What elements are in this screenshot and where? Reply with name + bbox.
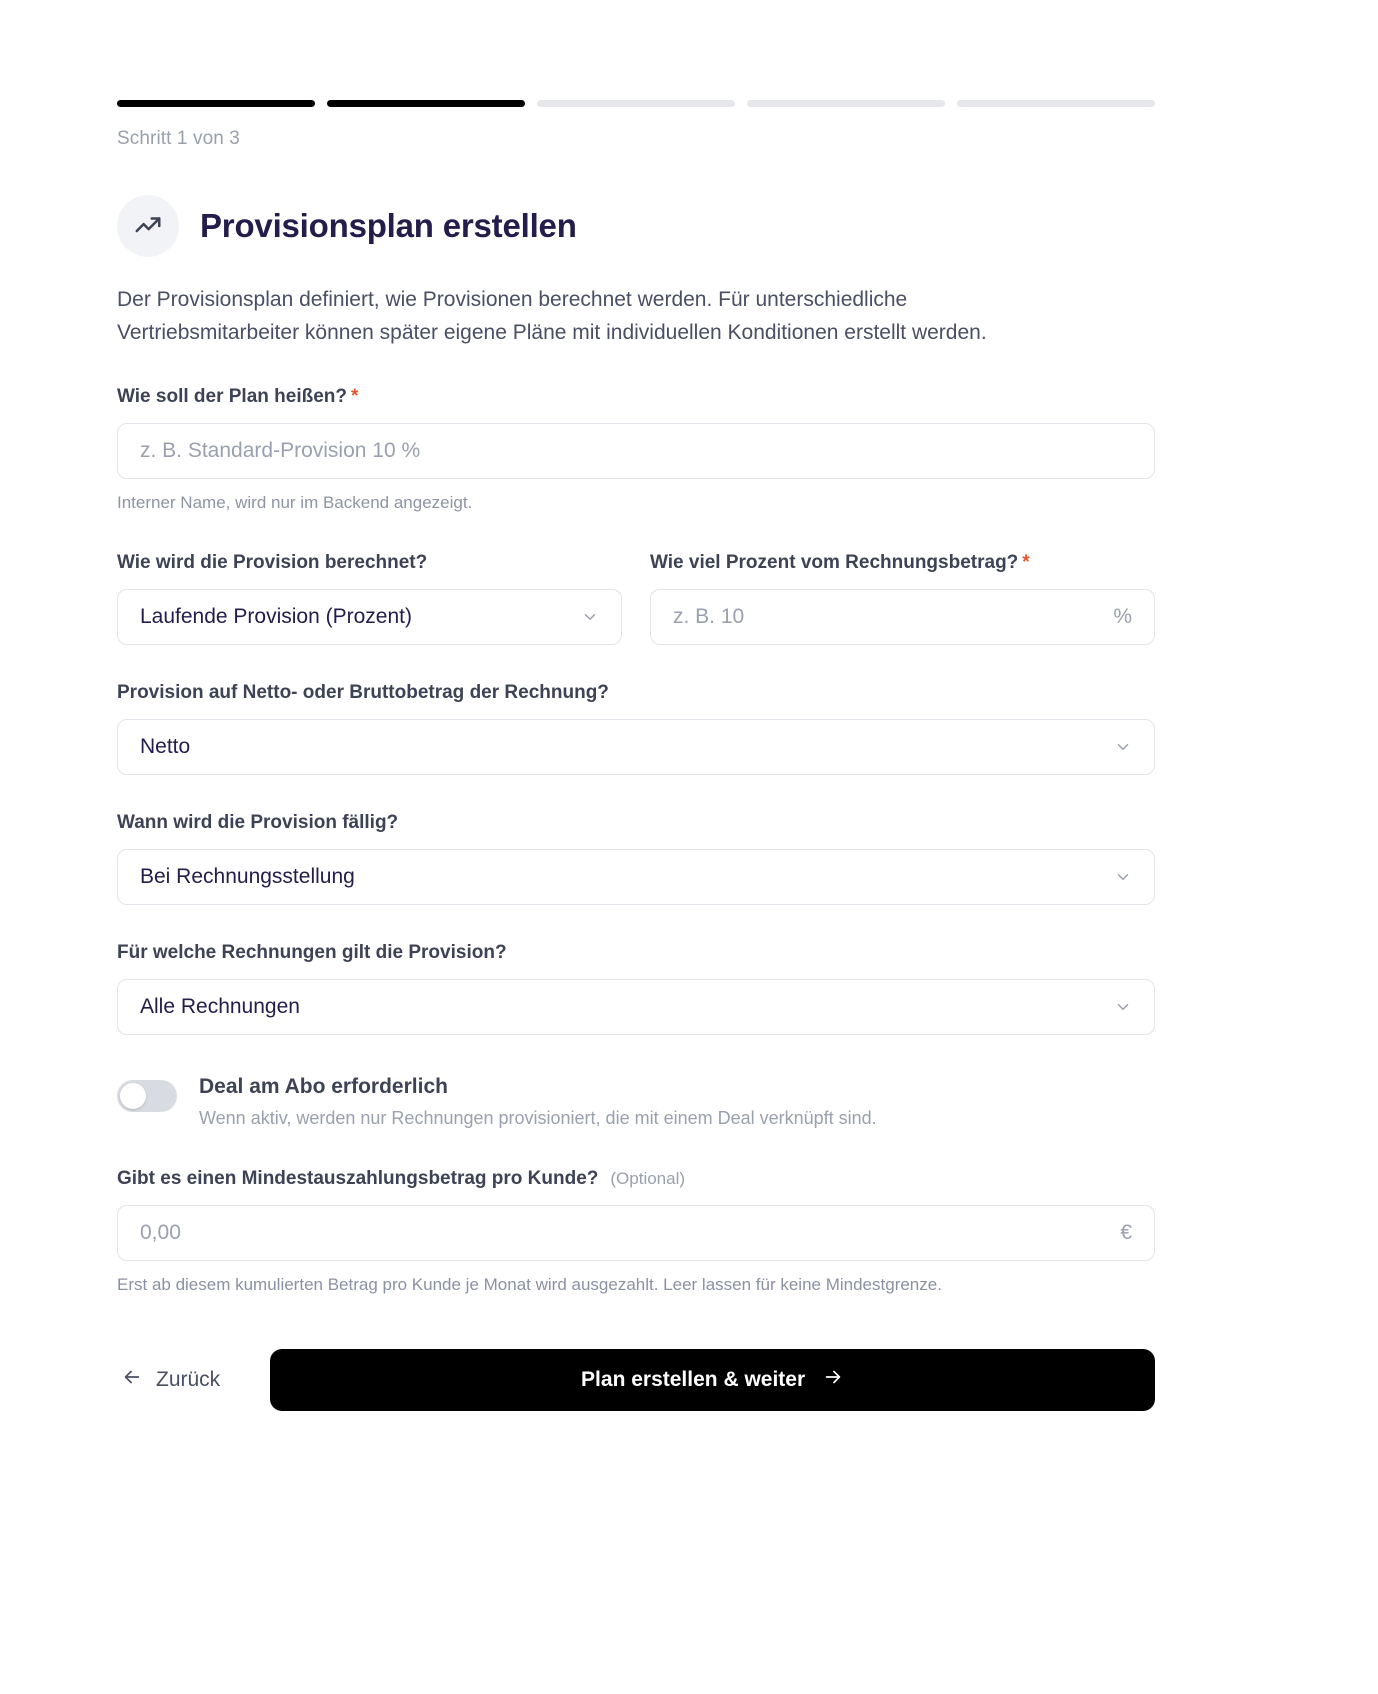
field-deal-required <box>117 1071 1155 1131</box>
page-title: Provisionsplan erstellen <box>200 207 577 244</box>
progress-segment-4 <box>747 100 945 107</box>
field-invoice-scope <box>117 941 1155 1035</box>
field-due-when-label-text: Wann wird die Provision fällig? <box>117 812 399 833</box>
field-plan-name <box>117 385 1155 515</box>
required-asterisk: * <box>351 386 359 407</box>
deal-required-title: Deal am Abo erforderlich <box>199 1075 448 1098</box>
calc-type-select-value: Laufende Provision (Prozent) <box>140 605 412 628</box>
field-min-payout-label <box>117 1167 1155 1191</box>
field-percent-label <box>650 551 1155 575</box>
field-min-payout-label-text: Gibt es einen Mindestauszahlungsbetrag pro Kunde? <box>117 1168 599 1189</box>
field-plan-name-label-text: Wie soll der Plan heißen? <box>117 386 347 407</box>
page-header <box>117 195 1155 257</box>
field-plan-name-label <box>117 385 1155 409</box>
submit-button[interactable] <box>270 1349 1155 1411</box>
deal-required-texts <box>199 1071 877 1131</box>
back-button[interactable] <box>117 1356 224 1404</box>
submit-button-label: Plan erstellen & weiter <box>581 1368 806 1391</box>
field-percent-label-text: Wie viel Prozent vom Rechnungsbetrag? <box>650 552 1019 573</box>
trending-up-icon <box>117 195 179 257</box>
net-gross-select-value: Netto <box>140 735 191 758</box>
percent-input-placeholder: z. B. 10 <box>673 605 745 628</box>
min-payout-input[interactable] <box>117 1205 1155 1261</box>
back-button-label: Zurück <box>156 1368 221 1391</box>
field-net-gross-label <box>117 681 1155 705</box>
progress-segment-2 <box>327 100 525 107</box>
required-asterisk: * <box>1022 552 1030 573</box>
due-when-select[interactable] <box>117 849 1155 905</box>
progress-segment-1 <box>117 100 315 107</box>
percent-suffix: % <box>1113 605 1132 628</box>
min-payout-input-placeholder: 0,00 <box>140 1221 181 1244</box>
progress-segment-5 <box>957 100 1155 107</box>
min-payout-hint: Erst ab diesem kumulierten Betrag pro Kunde je Monat wird ausgezahlt. Leer lassen für keine Mindestgrenze. <box>117 1275 942 1294</box>
chevron-down-icon <box>1114 868 1132 886</box>
arrow-left-icon <box>121 1366 143 1394</box>
due-when-select-value: Bei Rechnungsstellung <box>140 865 355 888</box>
calc-type-select[interactable] <box>117 589 622 645</box>
optional-tag: (Optional) <box>610 1169 686 1188</box>
step-indicator-label: Schritt 1 von 3 <box>117 128 240 149</box>
arrow-right-icon <box>822 1366 844 1394</box>
plan-name-hint: Interner Name, wird nur im Backend angezeigt. <box>117 493 473 512</box>
net-gross-select[interactable] <box>117 719 1155 775</box>
chevron-down-icon <box>1114 738 1132 756</box>
wizard-footer <box>117 1349 1155 1411</box>
progress-segment-3 <box>537 100 735 107</box>
field-min-payout <box>117 1167 1155 1297</box>
plan-name-input[interactable] <box>117 423 1155 479</box>
field-net-gross-label-text: Provision auf Netto- oder Bruttobetrag der Rechnung? <box>117 682 609 703</box>
field-due-when-label <box>117 811 1155 835</box>
field-calc-type-label-text: Wie wird die Provision berechnet? <box>117 552 428 573</box>
deal-required-description: Wenn aktiv, werden nur Rechnungen provisioniert, die mit einem Deal verknüpft sind. <box>199 1108 877 1128</box>
field-invoice-scope-label <box>117 941 1155 965</box>
page-description: Der Provisionsplan definiert, wie Provisionen berechnet werden. Für unterschiedliche Vertriebsmitarbeiter können später eigene Pläne mit individuellen Konditionen erstellt werden. <box>117 288 987 344</box>
progress-bar <box>117 100 1155 107</box>
deal-required-toggle[interactable] <box>117 1080 177 1112</box>
field-net-gross <box>117 681 1155 775</box>
chevron-down-icon <box>581 608 599 626</box>
field-percent <box>650 551 1155 645</box>
euro-suffix: € <box>1120 1221 1132 1244</box>
invoice-scope-select-value: Alle Rechnungen <box>140 995 300 1018</box>
field-calc-type <box>117 551 622 645</box>
wizard-container <box>117 100 1155 1411</box>
percent-input[interactable] <box>650 589 1155 645</box>
field-invoice-scope-label-text: Für welche Rechnungen gilt die Provision? <box>117 942 507 963</box>
toggle-knob <box>120 1083 146 1109</box>
invoice-scope-select[interactable] <box>117 979 1155 1035</box>
chevron-down-icon <box>1114 998 1132 1016</box>
field-calc-type-label <box>117 551 622 575</box>
plan-name-input-placeholder: z. B. Standard-Provision 10 % <box>140 439 421 462</box>
calc-row <box>117 551 1155 645</box>
field-due-when <box>117 811 1155 905</box>
